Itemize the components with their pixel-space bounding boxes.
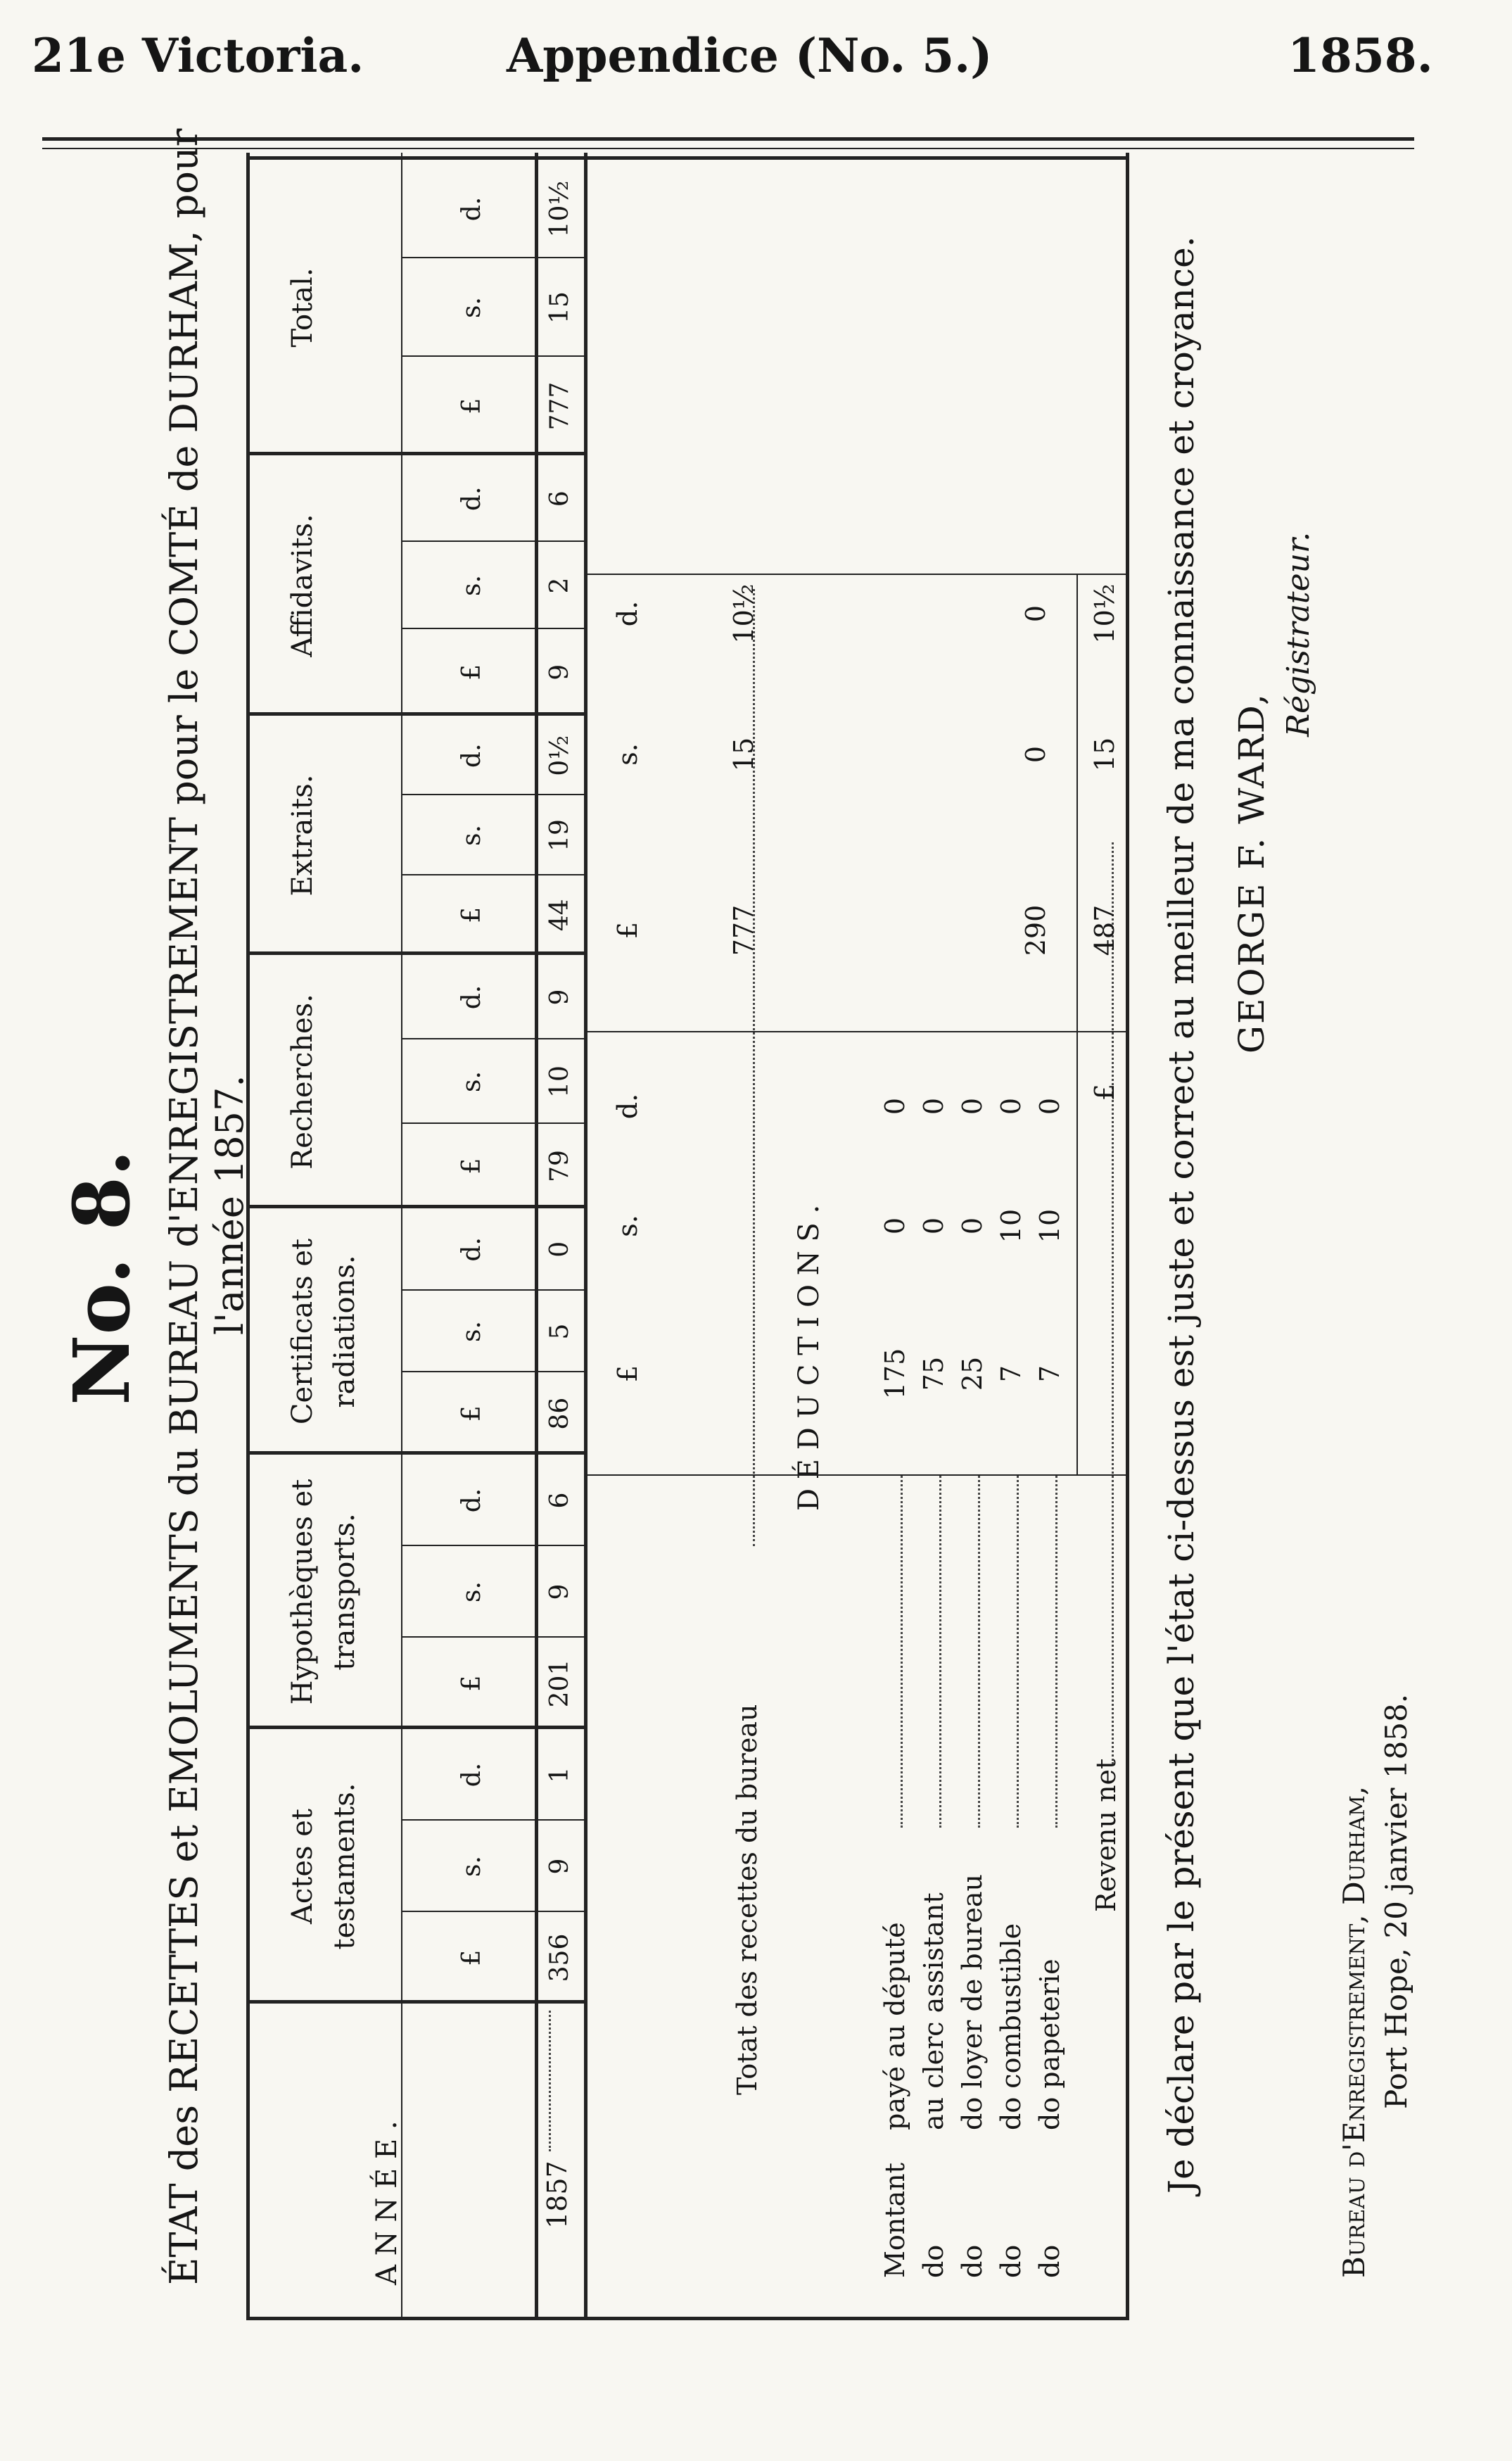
- row-value: 86: [545, 1397, 574, 1430]
- summary-unit-header: £: [612, 921, 643, 940]
- document-title: ÉTAT des RECETTES et EMOLUMENTS du BUREAU d'ENREGISTREMENT pour le COMTÉ de DURHAM, pour: [162, 128, 206, 2285]
- row-value: 6: [545, 491, 574, 507]
- unit-header: £: [457, 906, 486, 923]
- row-value: 19: [545, 819, 574, 852]
- unit-header: £: [457, 398, 486, 415]
- unit-header: d.: [457, 743, 486, 768]
- row-value: 1: [545, 1766, 574, 1783]
- net-value: 10½: [1089, 583, 1120, 644]
- registrar-title: Régistrateur.: [1281, 531, 1316, 737]
- deduction-value: 10: [1034, 1208, 1065, 1244]
- column-header: Hypothèques et transports.: [286, 1479, 361, 1705]
- deduction-leader: [1055, 1476, 1057, 1828]
- row-value: 0½: [545, 735, 574, 776]
- rotated-page: [0, 128, 1413, 2461]
- unit-header: £: [457, 664, 486, 681]
- deduction-label: payé au député: [879, 1922, 910, 2130]
- deduction-label: au clerc assistant: [918, 1892, 949, 2130]
- deduction-prefix: Montant: [879, 2163, 910, 2278]
- summary-divider: [584, 1474, 1126, 1476]
- row-value: 9: [545, 664, 574, 681]
- deduction-value: 25: [957, 1356, 988, 1391]
- deduction-value: 75: [918, 1356, 949, 1391]
- unit-header: d.: [457, 985, 486, 1010]
- unit-header: d.: [457, 1237, 486, 1262]
- unit-header: £: [457, 1675, 486, 1692]
- deduction-label: do loyer de bureau: [957, 1874, 988, 2130]
- total-value: 15: [728, 737, 759, 772]
- unit-header: d.: [457, 486, 486, 511]
- deductions-title: D É D U C T I O N S .: [793, 1204, 825, 1511]
- deduction-leader: [1017, 1476, 1019, 1828]
- total-label: Totat des recettes du bureau: [732, 1704, 763, 2095]
- column-header: Total.: [286, 267, 319, 348]
- net-label: Revenu net: [1091, 1758, 1122, 1912]
- deduction-value: 0: [957, 1217, 988, 1235]
- deduction-value: 7: [1034, 1365, 1065, 1383]
- deduction-leader: [978, 1476, 980, 1828]
- unit-header: £: [457, 1158, 486, 1175]
- summary-divider: [584, 1031, 1126, 1032]
- unit-header: s.: [457, 1856, 486, 1877]
- net-value: 15: [1089, 737, 1120, 772]
- deduction-leader: [939, 1476, 941, 1828]
- place-date: Port Hope, 20 janvier 1858.: [1379, 1693, 1413, 2109]
- column-header: Actes et testaments.: [286, 1783, 361, 1950]
- row-value: 201: [545, 1659, 574, 1708]
- row-value: 44: [545, 899, 574, 932]
- deduction-prefix: do: [957, 2244, 988, 2278]
- deduction-value: 0: [918, 1217, 949, 1235]
- deduction-value: 175: [879, 1348, 910, 1400]
- unit-header: s.: [457, 575, 486, 596]
- declaration: Je déclare par le présent que l'état ci-dessus est juste et correct au meilleur de ma connaissance et croyance.: [1161, 236, 1202, 2194]
- signature: GEORGE F. WARD,: [1231, 692, 1272, 1054]
- unit-header: d.: [457, 1762, 486, 1788]
- summary-unit-header: s.: [612, 743, 643, 766]
- summary-unit-header: d.: [612, 600, 643, 627]
- row-value: 356: [545, 1933, 574, 1982]
- unit-header: s.: [457, 1321, 486, 1342]
- year-header: A N N É E .: [371, 2120, 403, 2285]
- unit-header: s.: [457, 297, 486, 318]
- row-leader: [549, 2011, 551, 2151]
- deductions-total-value: 0: [1020, 745, 1051, 764]
- row-value: 15: [545, 291, 574, 324]
- column-header: Certificats et radiations.: [286, 1238, 361, 1425]
- deduction-value: 10: [996, 1208, 1027, 1244]
- office-location: Bureau d'Enregistrement, Durham,: [1337, 1785, 1371, 2278]
- deduction-value: 0: [957, 1097, 988, 1115]
- header-center: Appendice (No. 5.): [507, 28, 993, 83]
- unit-header: £: [457, 1949, 486, 1966]
- row-value: 9: [545, 1583, 574, 1600]
- summary-unit-header: s.: [612, 1215, 643, 1237]
- header-left: 21e Victoria.: [32, 28, 364, 83]
- deductions-total-value: 0: [1020, 605, 1051, 623]
- net-value: 487: [1089, 904, 1120, 956]
- net-rule: [1076, 575, 1078, 1032]
- deduction-value: 0: [996, 1097, 1027, 1115]
- total-value: 777: [728, 904, 759, 956]
- unit-header: s.: [457, 1071, 486, 1092]
- deduction-value: 0: [879, 1217, 910, 1235]
- row-value: 9: [545, 1858, 574, 1875]
- row-value: 2: [545, 577, 574, 594]
- deduction-value: 0: [1034, 1097, 1065, 1115]
- unit-header: s.: [457, 1581, 486, 1602]
- row-value: 5: [545, 1323, 574, 1340]
- summary-unit-header: £: [612, 1365, 643, 1383]
- deduction-label: do papeterie: [1034, 1959, 1065, 2130]
- summary-unit-header: d.: [612, 1093, 643, 1120]
- deduction-prefix: do: [996, 2244, 1027, 2278]
- deduction-value: 0: [879, 1097, 910, 1115]
- row-value: 10: [545, 1065, 574, 1098]
- row-value: 6: [545, 1492, 574, 1509]
- deductions-total-value: 290: [1020, 904, 1051, 956]
- deduction-value: 0: [918, 1097, 949, 1115]
- document-number: No. 8.: [56, 1149, 147, 1405]
- column-header: Affidavits.: [286, 514, 319, 657]
- deductions-total-rule: [1076, 1032, 1078, 1476]
- deduction-label: do combustible: [996, 1923, 1027, 2130]
- row-value: 777: [545, 381, 574, 431]
- deduction-value: 7: [996, 1365, 1027, 1383]
- deduction-prefix: do: [1034, 2244, 1065, 2278]
- column-header: Recherches.: [286, 994, 319, 1170]
- unit-header: £: [457, 1405, 486, 1422]
- net-pound: £: [1089, 1083, 1120, 1101]
- row-value: 0: [545, 1241, 574, 1258]
- row-year: 1857: [542, 2161, 573, 2229]
- deduction-leader: [901, 1476, 903, 1828]
- unit-header: d.: [457, 196, 486, 222]
- total-value: 10½: [728, 583, 759, 644]
- unit-header: s.: [457, 825, 486, 846]
- deduction-prefix: do: [918, 2244, 949, 2278]
- row-value: 10½: [545, 180, 574, 238]
- document-title-year: l'année 1857.: [208, 1075, 252, 1335]
- header-right: 1858.: [1288, 28, 1433, 83]
- column-header: Extraits.: [286, 774, 319, 897]
- row-value: 9: [545, 989, 574, 1006]
- row-value: 79: [545, 1150, 574, 1182]
- unit-header: d.: [457, 1488, 486, 1513]
